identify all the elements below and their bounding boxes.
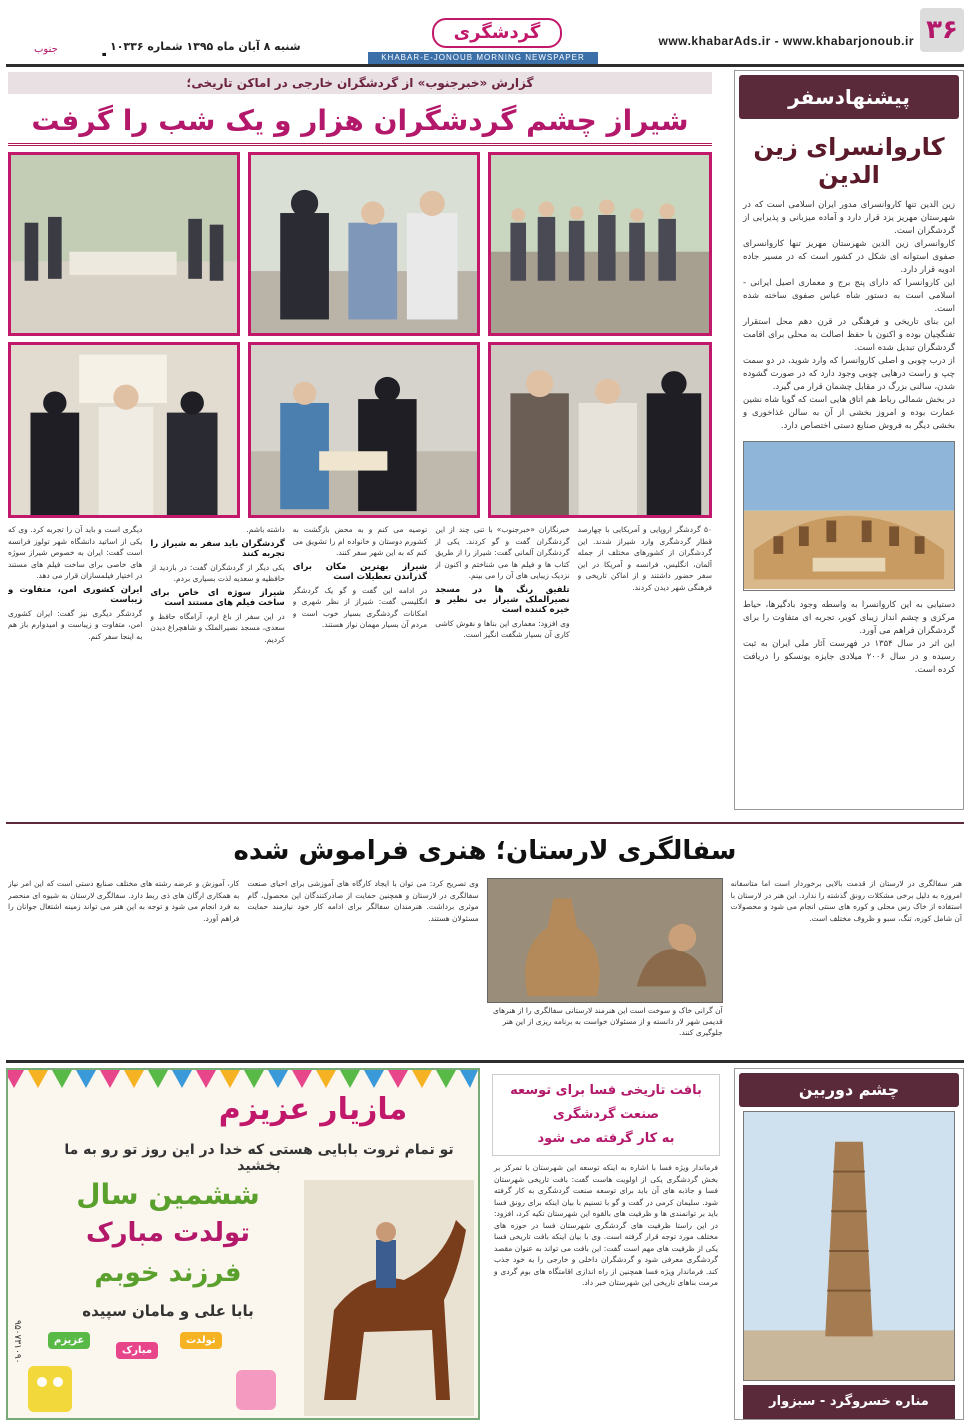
story-paragraph: وی افزود: معماری این بناها و نقوش کاشی کاری آن بسیار شگفت انگیز است. xyxy=(435,618,570,639)
ad-name-heading: مازیار عزیزم xyxy=(218,1092,408,1127)
logo-main-text xyxy=(102,12,106,56)
ad-birthday-line: تولدت مبارک xyxy=(85,1218,251,1248)
pottery-caption: آن گرانی خاک و سوخت است این هنرمند لارستانی سفالگری را از هنرهای قدیمی شهر لار دانسته و از مسئولان خواست به برنامه ریزی از این هنر جلوگیری کنند. xyxy=(492,1006,723,1037)
suggestion-paragraph: در بخش شمالی رباط هم اتاق هایی است که گویا شاه نشین عمارت بوده و امروز بخشی از آن به سالن غذاخوری و بخشی دیگر به فروش صنایع دستی اختصاص دارد. xyxy=(743,395,955,431)
fasa-body: فرماندار ویژه فسا با اشاره به اینکه توسعه این شهرستان با تمرکز بر بخش گردشگری یکی از اولویت هاست گفت: بافت تاریخی شهرستان فسا و جاذبه های آن باید برای توسعه صنعت گردشگری به کار گرفته شود. سلیمان کرمی در گفت و گو با تسنیم با بیان اینکه برای رونق فسا باید بر توانمندی ها و ظرفیت های بالقوه این شهرستان تکیه کرد، افزود: در این راستا ظرفیت های گردشگری شهرستان فسا در حوزه های مختلف مورد توجه قرار گرفته است. وی با بیان اینکه بافت تاریخی فسا یکی از ظرفیت های مهم است گفت: این بافت می تواند به عنوان مقصد گردشگری معرفی شود و گردشگران داخلی و خارجی را به خود جذب کند. فرماندار ویژه فسا همچنین از راه اندازی اقامتگاه های بوم گردی و مرمت بناهای تاریخی این شهرستان خبر داد. xyxy=(494,1163,718,1287)
caravanserai-photo xyxy=(743,441,955,591)
minaret-photo xyxy=(743,1111,955,1381)
pottery-column: کار، آموزش و عرضه رشته های مختلف صنایع دستی است که این امر نیاز به همکاری ارگان های ذی ربط دارد. سفالگری لارستان به شیوه ای منحصر به فرد انجام می شود و توجه به این هنر می تواند زمینه اشتغال جوانان را فراهم آورد. xyxy=(8,879,240,923)
travel-suggestion-column xyxy=(734,70,964,810)
top-divider xyxy=(6,64,964,67)
ad-tag: تولدت xyxy=(180,1332,222,1349)
section-badge: گردشگری xyxy=(432,18,562,48)
story-body xyxy=(8,524,712,814)
story-paragraph: در این سفر از باغ ارم، آرامگاه حافظ و سعدی، مسجد نصیرالملک و شاهچراغ دیدن کردیم. xyxy=(150,611,285,644)
story-column xyxy=(8,524,142,814)
story-subhead: شیراز بهترین مکان برای گذراندن تعطیلات است xyxy=(292,561,428,582)
ad-tag: مبارک xyxy=(116,1342,158,1359)
suggestion-paragraph: این بنای تاریخی و فرهنگی در قرن دهم محل استقرار تفنگچیان بوده و اکنون با حفظ اصالت به محلی برای اقامت گردشگران تبدیل شده است. xyxy=(743,317,955,353)
section-divider xyxy=(6,822,964,824)
suggestion-paragraph: زین الدین تنها کاروانسرای مدور ایران اسلامی است که در شهرستان مهریز یزد قرار دارد و آماده میزبانی و پذیرایی از گردشگران است. xyxy=(743,200,955,236)
story-paragraph: ۵۰ گردشگر اروپایی و آمریکایی با چهارصد قطار گردشگری وارد شیراز شدند. این گردشگران از کشورهای مختلف از جمله آلمان، انگلیس، فرانسه و آمریکا در این سفر حضور داشتند و از اماکن تاریخی و فرهنگی شهر دیدن کردند. xyxy=(577,525,712,592)
suggestion-paragraph: این کاروانسرا که دارای پنج برج و معماری اصیل ایرانی - اسلامی است به دستور شاه عباس صفوی ساخته شده است. xyxy=(743,278,955,314)
ad-child-line: فرزند خوبم xyxy=(94,1258,242,1288)
ad-code: ۹۵۰۷۳۱۰۹۰ xyxy=(12,1320,22,1364)
story-column xyxy=(150,524,284,814)
story-subhead: تلفیق رنگ ها در مسجد نصیرالملک شیراز بی نظیر و خیره کننده است xyxy=(435,584,570,615)
pottery-headline: سفالگری لارستان؛ هنری فراموش شده xyxy=(233,836,737,866)
tourists-photo xyxy=(248,152,480,336)
camera-eye-label: چشم دوربین xyxy=(739,1073,959,1107)
issue-date-line: شنبه ۸ آبان ماه ۱۳۹۵ شماره ۱۰۳۳۶ xyxy=(110,40,301,53)
cartoon-sticker xyxy=(28,1366,276,1412)
suggestion-paragraph: این اثر در سال ۱۳۵۴ در فهرست آثار ملی ایران به ثبت رسیده و در سال ۲۰۰۶ میلادی جایزه یونسکو را دریافت کرده است. xyxy=(743,639,955,675)
pottery-photo xyxy=(487,878,723,1003)
pottery-photo-block xyxy=(487,878,723,1038)
story-paragraph: گردشگر دیگری نیز گفت: ایران کشوری امن، متفاوت و زیباست و امیدوارم باز هم به اینجا سفر کنم. xyxy=(7,608,143,641)
story-column xyxy=(578,524,712,814)
story-subhead: شیراز سوژه ای خاص برای ساخت فیلم های مستند است xyxy=(150,587,285,608)
travel-suggestion-label: پیشنهادسفر xyxy=(739,75,959,119)
tourists-photo xyxy=(488,342,712,518)
fasa-headline-line: بافت تاریخی فسا برای توسعه xyxy=(510,1083,702,1098)
tourists-photo xyxy=(8,342,240,518)
story-subhead: ایران کشوری امن، متفاوت و زیباست xyxy=(7,584,143,605)
story-column xyxy=(435,524,569,814)
suggestion-paragraph: دستیابی به این کاروانسرا به واسطه وجود بادگیرها، حیاط مرکزی و چشم انداز زیبای کویر، تجربه ای متفاوت را برای گردشگران فراهم می آورد. xyxy=(743,600,955,636)
boy-on-horse-photo xyxy=(304,1180,474,1416)
tourists-photo xyxy=(488,152,712,336)
fasa-story xyxy=(488,1068,724,1420)
tourists-photo xyxy=(8,152,240,336)
newspaper-logo xyxy=(8,8,106,56)
camera-eye-column xyxy=(734,1068,964,1420)
story-paragraph: داشته باشم. xyxy=(246,525,285,534)
fasa-headline-line: به کار گرفته می شود xyxy=(537,1131,675,1146)
page-number: ۳۶ xyxy=(920,8,964,52)
section-divider xyxy=(6,1060,964,1063)
story-paragraph: توصیه می کنم و به محض بازگشت به کشورم دوستان و خانواده ام را تشویق می کنم که به این شهر سفر کنند. xyxy=(292,525,428,557)
headline-bar xyxy=(8,96,712,146)
tourists-photo xyxy=(248,342,480,518)
pottery-body xyxy=(8,878,962,1038)
logo-sub-text: جنوب xyxy=(34,44,58,55)
story-subhead: گردشگران باید سفر به شیراز را تجربه کنند xyxy=(150,538,285,559)
birthday-advertisement xyxy=(6,1068,480,1420)
pottery-column: وی تصریح کرد: می توان با ایجاد کارگاه های آموزشی برای احیای صنعت سفالگری در لارستان و همچنین حمایت از صادرکنندگان این محصول، گام موثری برداشت. هنرمندان سفالگر برای ادامه کار خود نیازمند حمایت مسئولان هستند. xyxy=(247,879,479,923)
bunting-flags xyxy=(6,1070,478,1088)
ad-tag: عزیزم xyxy=(48,1332,90,1349)
story-paragraph: در ادامه این گفت و گو یک گردشگر انگلیسی گفت: شیراز از نظر شهری و امکانات گردشگری بسیار خوب است و مردم آن بسیار مهمان نواز هستند. xyxy=(292,585,428,629)
suggestion-paragraph: کاروانسرای زین الدین شهرستان مهریز تنها کاروانسرای صفوی استوانه ای شکل در کشور است که در مسیر جاده ادویه قرار دارد. xyxy=(743,239,955,275)
suggestion-paragraph: از درب چوبی و اصلی کاروانسرا که وارد شوید، در دو سمت چپ و راست درهایی چوبی وجود دارد که در صورت گشوده شدن، سالنی بزرگ در مقابل چشمان قرار می گیرد. xyxy=(743,356,955,392)
pottery-column: هنر سفالگری در لارستان از قدمت بالایی برخوردار است اما متاسفانه امروزه به دلیل برخی مشکلات رونق گذشته را ندارد. این هنر در لارستان با استفاده از خاک رس محلی و کوره های سنتی انجام می شود و محصولات آن شامل کوزه، تنگ، سبو و ظروف مختلف است. xyxy=(730,879,962,923)
story-paragraph: یکی دیگر از گردشگران گفت: در بازدید از حافظیه و سعدیه لذت بسیاری بردم. xyxy=(150,562,285,583)
site-urls[interactable]: www.khabarAds.ir - www.khabarjonoub.ir xyxy=(658,34,914,48)
story-headline: شیراز چشم گردشگران هزار و یک شب را گرفت xyxy=(31,104,689,137)
ad-signature: بابا علی و مامان سپیده xyxy=(82,1302,254,1320)
ad-year-line: ششمین سال xyxy=(76,1178,260,1211)
masthead xyxy=(0,0,970,68)
fasa-headline xyxy=(492,1074,720,1156)
minaret-caption: مناره خسروگرد - سبزوار xyxy=(743,1385,955,1419)
story-column xyxy=(293,524,427,814)
story-kicker: گزارش «خبرجنوب» از گردشگران خارجی در اماکن تاریخی؛ xyxy=(8,72,712,94)
story-paragraph: دیگری است و باید آن را تجربه کرد. وی که یکی از اساتید دانشگاه شهر تولوز فرانسه است گفت: ایران به خصوص شیراز سوژه های خاصی برای ساخت فیلم های مستند در اختیار فیلمسازان قرار می دهد. xyxy=(7,525,143,580)
caravanserai-title: کاروانسرای زین الدین xyxy=(753,133,945,189)
pottery-headline-bar xyxy=(6,828,964,874)
story-paragraph: خبرنگاران «خبرجنوب» با تنی چند از این گردشگران گفت و گو کردند. یکی از گردشگران آلمانی گفت: شیراز را از طریق کتاب ها و فیلم ها می شناختم و اکنون از نزدیک زیبایی های آن را می بینم. xyxy=(435,525,570,580)
paper-name-strip: KHABAR-E-JONOUB MORNING NEWSPAPER xyxy=(368,52,598,64)
fasa-headline-line: صنعت گردشگری xyxy=(552,1107,660,1122)
ad-dedication: تو تمام ثروت بابایی هستی که خدا در این روز تو رو به ما بخشید xyxy=(64,1142,454,1174)
